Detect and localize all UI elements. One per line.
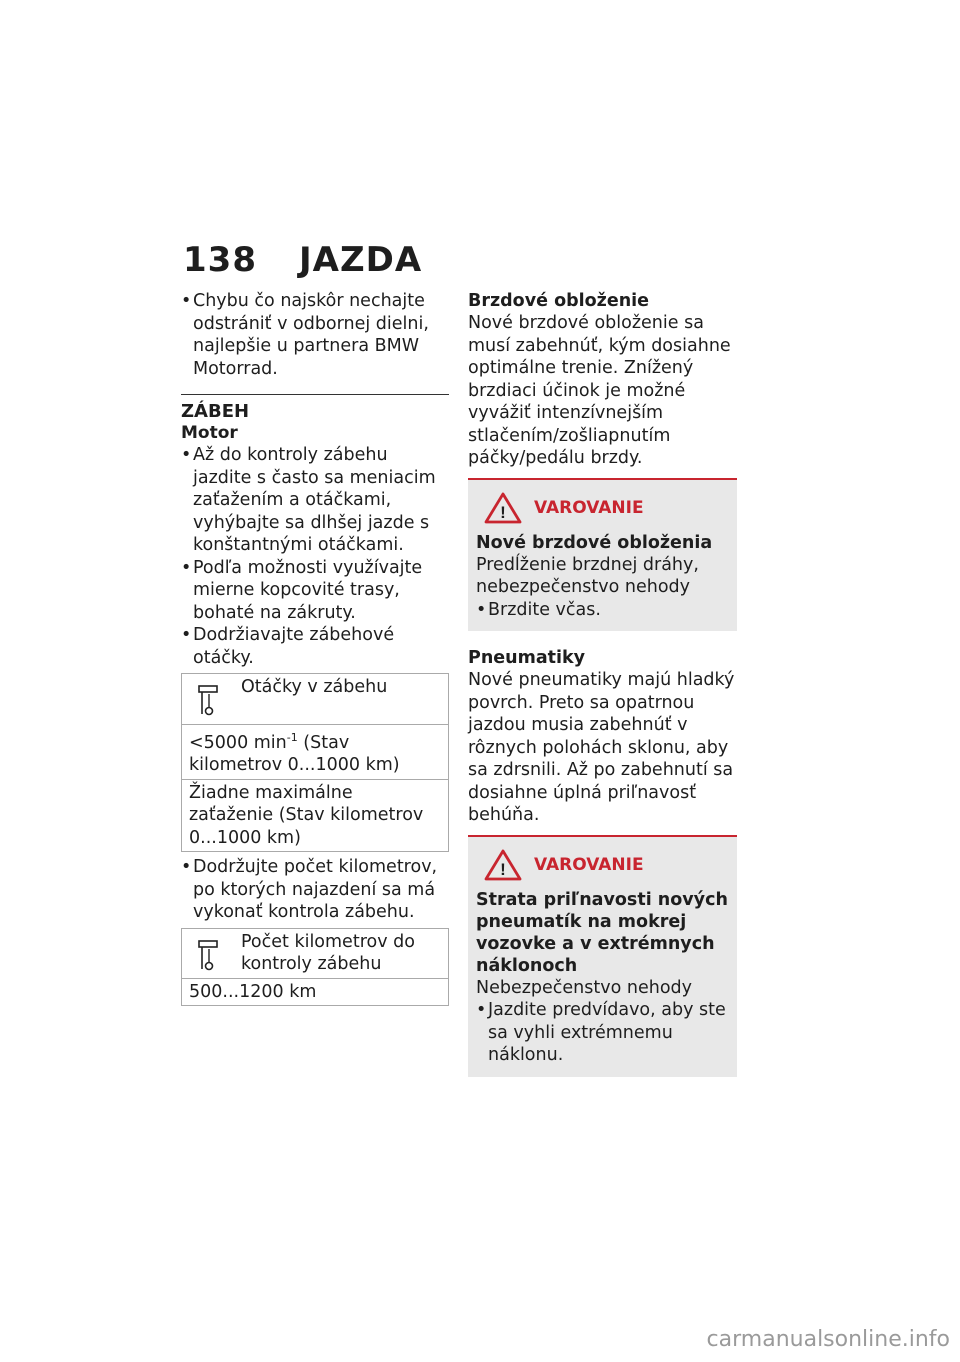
table-cell (182, 725, 449, 780)
warning-title: Nové brzdové obloženia (476, 532, 713, 553)
warning-box (468, 835, 737, 1077)
brake-heading: Brzdové obloženie (468, 291, 650, 311)
rpm-condition: (Stav kilometrov 0...1000 km) (189, 732, 400, 776)
svg-text:!: ! (500, 859, 506, 879)
warning-text: Nebezpečenstvo nehody (476, 977, 692, 998)
warning-label: VAROVANIE (534, 497, 644, 518)
warning-bullet: • Jazdite predvídavo, aby ste sa vyhli extrémnemu náklonu. (476, 999, 729, 1067)
warning-triangle-icon (484, 492, 522, 524)
break-in-km-table (181, 928, 449, 1007)
table-cell: 500...1200 km (182, 978, 449, 1006)
table-header-cell (182, 928, 449, 978)
table-header-label: Počet kilometrov do kontroly zábehu (241, 931, 415, 975)
motor-subheading: Motor (181, 423, 238, 443)
table-header-label: Otáčky v zábehu (241, 677, 388, 697)
table-header-cell (182, 674, 449, 725)
bullet-item: • Dodržujte počet kilometrov, po ktorých najazdení sa má vykonať kontrola zábehu. (181, 856, 449, 924)
right-column (468, 290, 737, 1077)
tires-heading: Pneumatiky (468, 648, 586, 668)
piston-icon (197, 939, 221, 973)
break-in-rpm-table (181, 673, 449, 852)
warning-text: Predĺženie brzdnej dráhy, nebezpečenstvo nehody (476, 554, 699, 597)
bullet-item: • Až do kontroly zábehu jazdite s často sa meniacim zaťažením a otáčkami, vyhýbajte sa dlhšej jazde s konštantnými otáčkami. (181, 444, 449, 557)
piston-icon (197, 684, 221, 718)
rpm-exponent: -1 (286, 731, 298, 744)
warning-box (468, 478, 737, 632)
watermark: carmanualsonline.info (706, 1327, 950, 1352)
page-number: 138 (183, 240, 257, 280)
warning-title: Strata priľnavosti nových pneumatík na mokrej vozovke a v extrémnych náklonoch (476, 889, 728, 976)
warning-triangle-icon (484, 849, 522, 881)
intro-bullet: • Chybu čo najskôr nechajte odstrániť v odbornej dielni, najlepšie u partnera BMW Motorrad. (181, 290, 449, 380)
rpm-value: <5000 min (189, 732, 287, 753)
zabeh-heading: ZÁBEH (181, 394, 449, 422)
warning-bullet: • Brzdite včas. (476, 599, 729, 622)
bullet-item: • Podľa možnosti využívajte mierne kopcovité trasy, bohaté na zákruty. (181, 557, 449, 625)
svg-text:!: ! (500, 502, 506, 522)
tires-text: Nové pneumatiky majú hladký povrch. Preto sa opatrnou jazdou musia zabehnúť v rôznych polohách sklonu, aby sa zdrsnili. Až po zabehnutí sa dosiahne úplná priľnavosť behúňa. (468, 670, 735, 825)
section-title: JAZDA (298, 240, 423, 280)
bullet-item: • Dodržiavajte zábehové otáčky. (181, 624, 449, 669)
left-column (181, 290, 449, 1010)
brake-text: Nové brzdové obloženie sa musí zabehnúť, kým dosiahne optimálne trenie. Znížený brzdiaci účinok je možné vyvážiť intenzívnejším stlačením/zošliapnutím páčky/pedálu brzdy. (468, 313, 731, 468)
table-cell: Žiadne maximálne zaťaženie (Stav kilometrov 0...1000 km) (182, 779, 449, 852)
warning-label: VAROVANIE (534, 854, 644, 875)
page-header (183, 240, 422, 280)
